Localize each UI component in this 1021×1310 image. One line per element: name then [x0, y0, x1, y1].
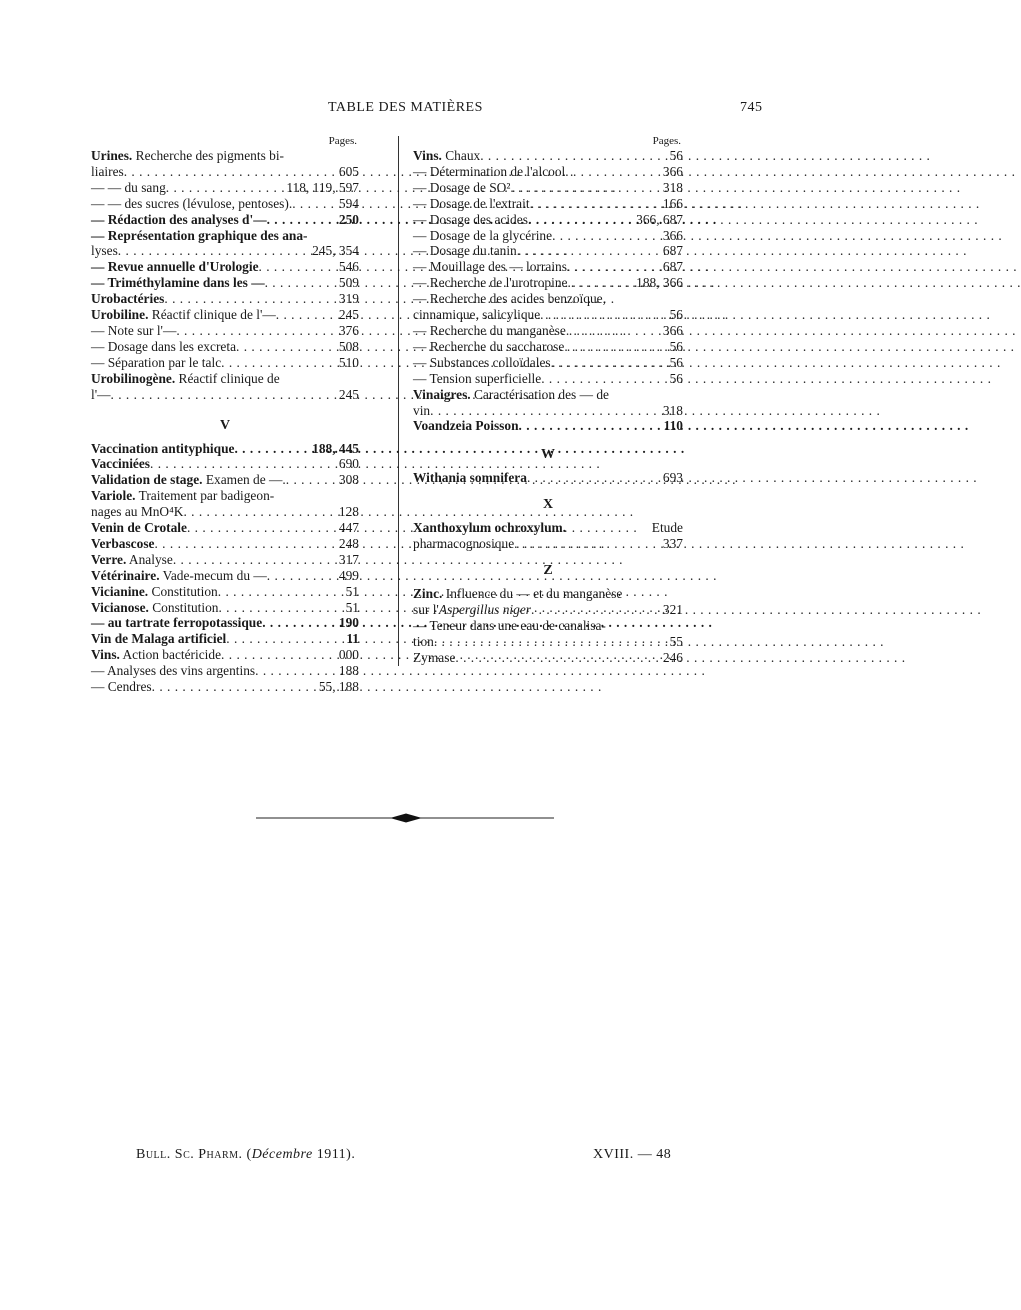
index-entry: — Tension superficielle . . . 56: [413, 371, 683, 387]
index-entry: — Rédaction des analyses d'— . . . 250: [91, 212, 359, 228]
index-entry-urines-cont: liaires . . . 605: [91, 164, 359, 180]
index-entry: Vaccination antityphique . . . 188, 445: [91, 441, 359, 457]
index-entry: — — du sang . . . 118, 119, 597: [91, 180, 359, 196]
pages-label: Pages.: [328, 135, 357, 147]
section-letter-w: W: [541, 447, 555, 463]
index-entry: Vétérinaire. Vade-mecum du — . . . 499: [91, 568, 359, 584]
index-entry-cont: lyses . . . 245, 354: [91, 243, 359, 259]
section-letter-x: X: [542, 497, 554, 513]
index-entry: Vin de Malaga artificiel . . . 11: [91, 631, 359, 647]
index-entry: — — des sucres (lévulose, pentoses). . . . 594: [91, 196, 359, 212]
index-entry: — Teneur dans une eau de canalisa-: [413, 617, 606, 633]
index-column-right: [413, 134, 683, 666]
index-entry: Xanthoxylum ochroxylum. Etude: [413, 520, 683, 536]
index-entry: Urobiline. Réactif clinique de l'— . . . 245: [91, 307, 359, 323]
index-entry: Venin de Crotale . . . 447: [91, 520, 359, 536]
index-entry: — Cendres . . . 55, 188: [91, 679, 359, 695]
index-entry: — Dosage de l'extrait . . . 166: [413, 196, 683, 212]
section-letter-z: Z: [543, 563, 553, 579]
index-entry-cont: l'— . . . 245: [91, 387, 359, 403]
index-entry: — Substances colloïdales . . . 56: [413, 355, 683, 371]
index-entry: — Triméthylamine dans les — . . . 509: [91, 275, 359, 291]
index-entry: — Dosage du tanin . . . 687: [413, 243, 683, 259]
index-entry: — Dosage dans les excreta . . . 508: [91, 339, 359, 355]
index-entry: Vicianine. Constitution . . . 51: [91, 584, 359, 600]
index-entry-cont: cinnamique, salicylique . . . 56: [413, 307, 683, 323]
footer-citation: Bull. Sc. Pharm. (Décembre 1911).: [136, 1147, 356, 1162]
index-entry: — Mouillage des — lorrains . . . 687: [413, 259, 683, 275]
index-entry: — Note sur l'— . . . 376: [91, 323, 359, 339]
index-entry: Zinc. Influence du — et du manganèse: [413, 586, 623, 602]
index-entry-urines: Urines. Recherche des pigments bi-: [91, 148, 285, 163]
index-entry: Withania somnifera . . . 693: [413, 470, 683, 486]
index-entry-cont: pharmacognosique . . . 337: [413, 536, 683, 552]
ornamental-rule: [256, 812, 554, 824]
index-entry: — au tartrate ferropotassique . . . 190: [91, 615, 359, 631]
index-entry: Vins. Chaux . . . 56: [413, 148, 683, 164]
section-letter-v: V: [219, 417, 231, 433]
index-entry: Vacciniées . . . 690: [91, 456, 359, 472]
index-entry-cont: tion . . . 55: [413, 634, 683, 650]
index-entry-cont: sur l'Aspergillus niger . . . 321: [413, 602, 683, 618]
index-entry: Voandzeia Poisson . . . 110: [413, 418, 683, 434]
index-entry: — Dosage des acides . . . 366, 687: [413, 212, 683, 228]
index-entry: — Recherche de l'urotropine. . . . 188, 366: [413, 275, 683, 291]
index-entry: — Analyses des vins argentins . . . 188: [91, 663, 359, 679]
index-entry: — Représentation graphique des ana-: [91, 227, 308, 243]
index-entry: — Dosage de SO² . . . 318: [413, 180, 683, 196]
pages-label: Pages.: [652, 135, 681, 147]
index-entry: Zymase . . . 246: [413, 650, 683, 666]
index-entry: — Recherche des acides benzoïque,: [413, 291, 606, 307]
page-number: 745: [740, 100, 763, 115]
index-entry-cont: vin . . . 318: [413, 403, 683, 419]
index-entry: Verre. Analyse . . . 317: [91, 552, 359, 568]
index-entry: Validation de stage. Examen de —. . . . 308: [91, 472, 359, 488]
index-entry: Urobactéries . . . 319: [91, 291, 359, 307]
index-column-left: [91, 134, 359, 695]
index-entry: — Détermination de l'alcool . . . 366: [413, 164, 683, 180]
index-entry: — Dosage de la glycérine . . . 366: [413, 228, 683, 244]
index-entry: Variole. Traitement par badigeon-: [91, 488, 275, 504]
index-entry-cont: nages au MnO⁴K . . . 128: [91, 504, 359, 520]
index-entry: — Recherche du manganèse . . . 366: [413, 323, 683, 339]
index-entry: Urobilinogène. Réactif clinique de: [91, 370, 280, 386]
index-entry: Vicianose. Constitution . . . 51: [91, 600, 359, 616]
index-entry: Vinaigres. Caractérisation des — de: [413, 386, 609, 402]
running-header-title: TABLE DES MATIÈRES: [328, 100, 483, 115]
index-entry: — Revue annuelle d'Urologie . . . 546: [91, 259, 359, 275]
index-entry: — Recherche du saccharose . . . 56: [413, 339, 683, 355]
footer-volume: XVIII. — 48: [593, 1147, 672, 1162]
index-entry: Vins. Action bactéricide . . . 000: [91, 647, 359, 663]
index-entry: Verbascose . . . 248: [91, 536, 359, 552]
index-entry: — Séparation par le talc . . . 510: [91, 355, 359, 371]
